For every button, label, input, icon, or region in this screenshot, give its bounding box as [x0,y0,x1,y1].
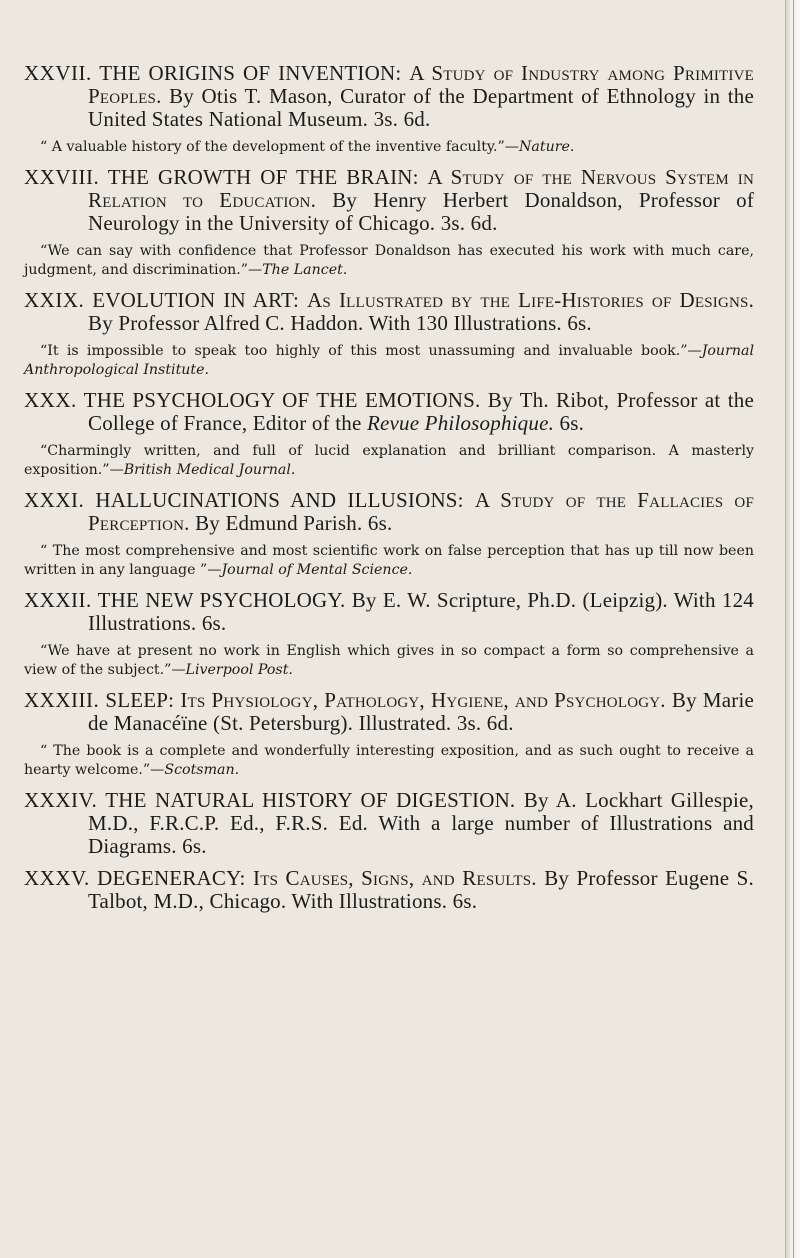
entry-description-italic: Revue Philosophique. [366,411,555,435]
review-quote: “ The most comprehensive and most scientific work on false perception that has up till now been written in any language ”—Journal of Mental Science. [24,543,754,578]
entry-price: 6s. [559,411,585,435]
list-item [24,289,754,380]
review-quote: “ The book is a complete and wonderfully interesting exposition, and as such ought to receive a hearty welcome.”—Scotsman. [24,743,754,778]
entry-heading: XXXIII. SLEEP: Its Physiology, Pathology, Hygiene, and Psychology. By Marie de Manacéïne (St. Petersburg). Illustrated. 3s. 6d. [24,688,755,735]
list-item [24,389,754,480]
entry-byline: By Edmund Parish. [195,511,363,535]
list-item [24,62,754,157]
entry-title: THE GROWTH OF THE BRAIN: [107,165,419,189]
entry-byline: By Henry Herbert Donaldson, [332,188,623,212]
entry-byline: By Otis T. Mason, [169,84,333,108]
entry-subtitle: Its Physiology, Pathology, Hygiene, and Psychology. [180,688,666,712]
entry-subtitle: As Illustrated by the Life-Histories of Designs. [307,288,755,312]
entry-heading: XXXII. THE NEW PSYCHOLOGY. By E. W. Scripture, Ph.D. (Leipzig). With 124 Illustrations. 6s. [24,588,754,635]
entry-heading: XXXI. HALLUCINATIONS AND ILLUSIONS: A Study of the Fallacies of Perception. By Edmund Parish. 6s. [24,488,754,535]
review-quote: “We have at present no work in English which gives in so compact a form so comprehensive a view of the subject.”—Liverpool Post. [24,643,754,678]
review-source: British Medical Journal. [123,462,296,478]
entry-heading: XXXV. DEGENERACY: Its Causes, Signs, and Results. By Professor Eugene S. Talbot, M.D., Chicago. With Illustrations. 6s. [24,866,755,913]
book-list [24,62,754,922]
entry-description: With a large number of Illustrations and Diagrams. [88,811,754,858]
entry-title: THE PSYCHOLOGY OF THE EMOTIONS. [83,388,481,412]
entry-byline: By Th. Ribot, [487,388,610,412]
list-item [24,489,754,580]
entry-title: DEGENERACY: [97,866,246,890]
entry-title: THE ORIGINS OF INVENTION: [99,61,402,85]
review-source: Scotsman. [164,762,240,778]
entry-byline: By E. W. Scripture, [351,588,522,612]
entry-price: 6s. [567,311,592,335]
entry-byline: By Professor Alfred C. Haddon. [88,311,364,335]
review-quote: “ A valuable history of the development of the inventive faculty.”—Nature. [40,139,575,155]
entry-price: 3s. 6d. [373,107,431,131]
entry-description: Ph.D. (Leipzig). With 124 Illustrations. [88,588,754,635]
list-item [24,589,754,680]
entry-subtitle: Its Causes, Signs, and Results. [253,866,537,890]
list-item [24,789,754,858]
review-source: Journal Anthropological Institute. [24,343,754,378]
list-item [24,867,754,913]
entry-description: Professor at the College of France, Editor of the [88,388,755,435]
entry-subtitle: A Study of Industry among Primitive Peoples. [88,61,755,108]
entry-byline: By Professor Eugene S. Talbot, M.D., [88,866,755,913]
entry-title: EVOLUTION IN ART: [92,288,300,312]
entry-title: HALLUCINATIONS AND ILLUSIONS: [95,488,464,512]
entry-price: 6s. [452,889,478,913]
list-item [24,166,754,280]
entry-heading: XXX. THE PSYCHOLOGY OF THE EMOTIONS. By Th. Ribot, Professor at the College of France, Editor of the Revue Philosophique. 6s. [24,388,755,435]
entry-heading: XXIX. EVOLUTION IN ART: As Illustrated by the Life-Histories of Designs. By Professor Alfred C. Haddon. With 130 Illustrations. 6s. [24,288,755,335]
entry-price: 6s. [182,834,207,858]
review-quote: “Charmingly written, and full of lucid explanation and brilliant comparison. A masterly exposition.”—British Medical Journal. [24,443,754,478]
review-source: Liverpool Post. [185,662,293,678]
entry-price: 6s. [201,611,227,635]
review-source: Nature. [519,139,575,155]
entry-heading: XXVIII. THE GROWTH OF THE BRAIN: A Study of the Nervous System in Relation to Education. By Henry Herbert Donaldson, Professor of Neurology in the University of Chicago. 3s. 6d. [24,165,755,235]
entry-title: THE NATURAL HISTORY OF DIGESTION. [105,788,516,812]
entry-heading: XXVII. THE ORIGINS OF INVENTION: A Study of Industry among Primitive Peoples. By Otis T. Mason, Curator of the Department of Ethnology in the United States National Museum. 3s. 6d. [24,61,755,131]
entry-price: 3s. 6d. [440,211,498,235]
entry-heading: XXXIV. THE NATURAL HISTORY OF DIGESTION. By A. Lockhart Gillespie, M.D., F.R.C.P. Ed., F.R.S. Ed. With a large number of Illustrations and Diagrams. 6s. [24,788,754,858]
entry-description: Chicago. With Illustrations. [209,889,448,913]
entry-description: (St. Petersburg). Illustrated. [213,711,452,735]
entry-description: Professor of Neurology in the University of Chicago. [88,188,755,235]
review-source: The Lancet. [262,262,348,278]
review-source: Journal of Mental Science. [221,562,413,578]
entry-byline: By Marie de Manacéïne [88,688,755,735]
entry-price: 6s. [367,511,393,535]
entry-byline: By A. Lockhart Gillespie, M.D., F.R.C.P. Ed., F.R.S. Ed. [88,788,754,835]
entry-description: Curator of the Department of Ethnology in the United States National Museum. [88,84,754,131]
entry-description: With 130 Illustrations. [368,311,562,335]
entry-title: SLEEP: [105,688,175,712]
entry-title: THE NEW PSYCHOLOGY. [97,588,346,612]
entry-price: 3s. 6d. [456,711,514,735]
entry-subtitle: A Study of the Nervous System in Relation to Education. [88,165,754,212]
entry-subtitle: A Study of the Fallacies of Perception. [88,488,754,535]
page-edge-line [793,0,794,1258]
review-quote: “It is impossible to speak too highly of this most unassuming and invaluable book.”—Journal Anthropological Institute. [24,343,754,378]
review-quote: “We can say with confidence that Professor Donaldson has executed his work with much care, judgment, and discrimination.”—The Lancet. [24,243,754,278]
list-item [24,689,754,780]
